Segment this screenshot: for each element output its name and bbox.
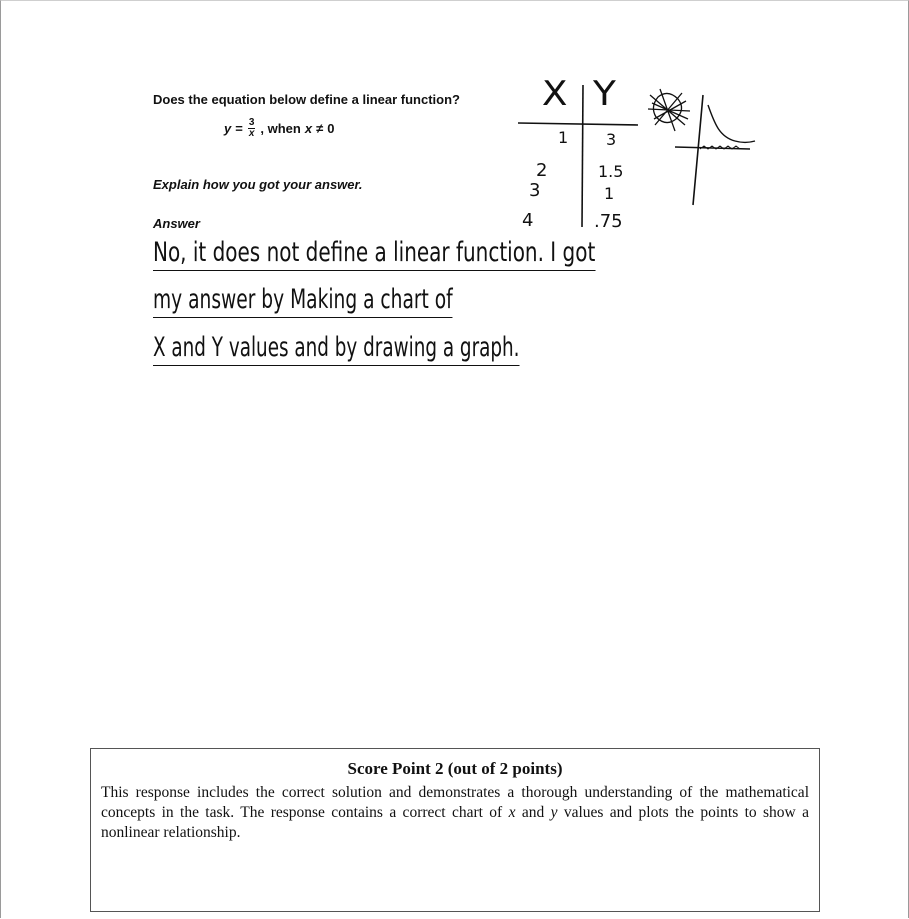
score-text-c: values and plots the points to show a nonlinear relationship. — [101, 804, 809, 841]
tchart-y-3: 1 — [604, 184, 615, 203]
tchart-y-1: 3 — [606, 130, 617, 149]
tchart-x-1: 1 — [558, 128, 569, 147]
eq-neq: ≠ — [316, 121, 324, 136]
graph-curve — [708, 105, 755, 143]
explain-prompt: Explain how you got your answer. — [153, 177, 363, 192]
student-answer-line-2: my answer by Making a chart of — [153, 285, 453, 318]
score-var-x: x — [508, 804, 516, 821]
tchart-horizontal-line — [518, 123, 638, 125]
score-var-y: y — [550, 804, 558, 821]
question-prompt: Does the equation below define a linear function? — [153, 92, 460, 107]
score-description — [101, 783, 809, 843]
answer-label: Answer — [153, 216, 200, 231]
eq-equals: = — [235, 121, 243, 136]
student-answer-line-1: No, it does not define a linear function. I got — [153, 238, 595, 271]
score-text-b: and — [515, 804, 551, 821]
graph-y-axis — [693, 95, 703, 205]
score-box — [90, 748, 820, 912]
scribble-mark — [648, 89, 690, 131]
tchart-y-2: 1.5 — [598, 162, 624, 181]
equation — [224, 118, 334, 139]
tchart-header-y: Y — [592, 74, 616, 114]
eq-when: , when — [260, 121, 301, 136]
tchart-x-3: 3 — [529, 180, 541, 201]
tchart-x-4: 4 — [522, 210, 534, 231]
student-answer-line-3: X and Y values and by drawing a graph. — [153, 333, 519, 366]
eq-zero: 0 — [327, 121, 335, 136]
tchart-vertical-line — [582, 85, 583, 227]
eq-numerator: 3 — [248, 117, 255, 128]
score-text-a: This response includes the correct solution and demonstrates a thorough understanding of the mathematical concepts in the task. The response contains a correct chart of — [101, 784, 809, 821]
eq-y: y — [224, 121, 232, 136]
tchart-header-x: X — [541, 74, 568, 114]
tchart-y-4: .75 — [594, 211, 623, 232]
score-title: Score Point 2 (out of 2 points) — [347, 759, 563, 778]
eq-denominator: x — [248, 128, 255, 139]
eq-fraction — [248, 118, 256, 139]
tchart-x-2: 2 — [536, 160, 548, 181]
eq-x: x — [304, 121, 313, 136]
